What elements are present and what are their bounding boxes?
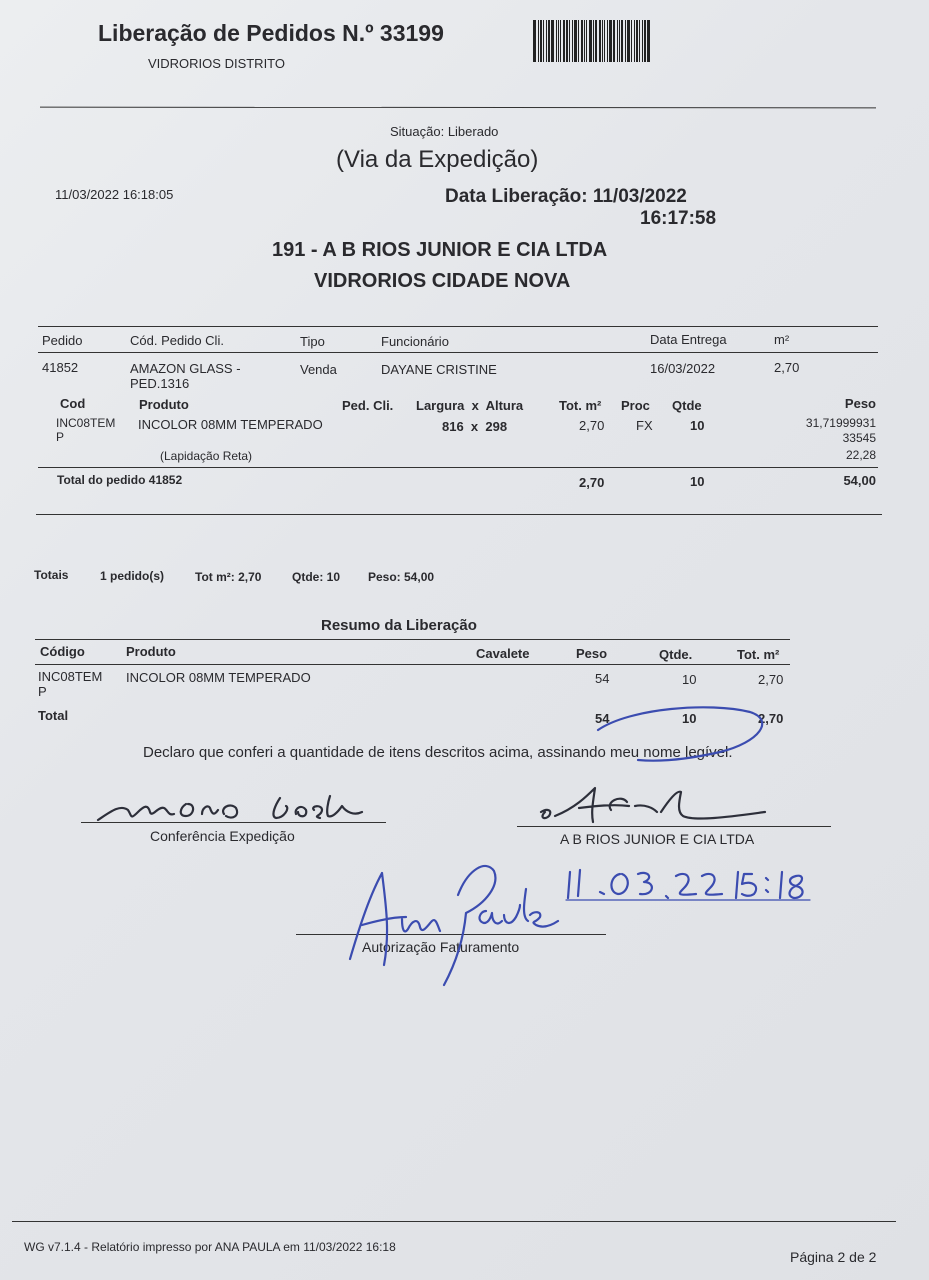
barcode-bar — [625, 20, 626, 62]
item-code-cont: P — [56, 430, 65, 444]
via-label: (Via da Expedição) — [336, 146, 539, 173]
item-weight-cont: 33545 — [842, 431, 876, 445]
barcode-bar — [604, 20, 605, 62]
print-datetime: 11/03/2022 16:18:05 — [55, 187, 174, 202]
barcode-bar — [558, 20, 559, 62]
barcode-bar — [569, 20, 570, 62]
totals-label: Totais — [34, 568, 69, 582]
barcode-bar — [551, 20, 554, 62]
barcode-bar — [556, 20, 557, 62]
barcode-bar — [619, 20, 620, 62]
item-product: INCOLOR 08MM TEMPERADO — [138, 417, 323, 432]
conferencia-signature — [90, 790, 380, 830]
barcode-bar — [642, 20, 643, 62]
barcode-bar — [617, 20, 618, 62]
barcode-bar — [546, 20, 547, 62]
barcode-bar — [627, 20, 630, 62]
totals-m2: Tot m²: 2,70 — [195, 570, 262, 584]
col-pedido: Pedido — [42, 333, 83, 348]
barcode-bar — [602, 20, 603, 62]
summary-total-tot-m2: 2,70 — [758, 711, 784, 726]
item-processing-note: (Lapidação Reta) — [160, 449, 253, 463]
barcode-bar — [572, 20, 573, 62]
order-total-weight: 54,00 — [843, 473, 876, 488]
item-col-proc: Proc — [621, 398, 650, 413]
summary-col-peso: Peso — [576, 646, 608, 661]
client-store: VIDRORIOS CIDADE NOVA — [314, 270, 571, 292]
employee: DAYANE CRISTINE — [381, 362, 497, 377]
barcode-bar — [548, 20, 550, 62]
authorization-signature — [340, 855, 570, 995]
item-col-ped-cli: Ped. Cli. — [342, 398, 394, 413]
barcode — [533, 20, 681, 62]
item-weight: 31,71999931 — [805, 416, 876, 430]
client-order-code: AMAZON GLASS - — [130, 361, 241, 376]
summary-weight: 54 — [595, 671, 610, 686]
barcode-bar — [621, 20, 623, 62]
item-qtde: 10 — [690, 418, 705, 433]
client-signature — [535, 782, 815, 832]
barcode-bar — [560, 20, 561, 62]
summary-col-tot-m2: Tot. m² — [737, 647, 780, 662]
order-header-underline — [38, 352, 878, 353]
item-col-dimensions: Largura x Altura — [416, 398, 524, 413]
item-dimensions: 816 x 298 — [442, 419, 508, 434]
handwritten-date — [560, 862, 820, 908]
barcode-bar — [631, 20, 632, 62]
barcode-bar — [581, 20, 583, 62]
summary-header-underline — [35, 664, 790, 665]
summary-product: INCOLOR 08MM TEMPERADO — [126, 670, 311, 685]
summary-title: Resumo da Liberação — [321, 617, 477, 634]
order-total-label: Total do pedido 41852 — [57, 473, 183, 487]
delivery-date: 16/03/2022 — [650, 361, 716, 376]
item-col-tot-m2: Tot. m² — [559, 398, 602, 413]
item-col-produto: Produto — [139, 397, 189, 412]
item-col-qtde: Qtde — [672, 398, 702, 413]
summary-code: INC08TEM — [38, 669, 103, 684]
summary-total-weight: 54 — [595, 711, 610, 726]
summary-total-qtde: 10 — [682, 711, 697, 726]
item-proc: FX — [636, 418, 653, 433]
barcode-bar — [589, 20, 592, 62]
barcode-bar — [595, 20, 597, 62]
item-col-cod: Cod — [60, 396, 86, 411]
barcode-bar — [540, 20, 542, 62]
client-signature-label: A B RIOS JUNIOR E CIA LTDA — [560, 831, 755, 847]
order-total-qtde: 10 — [690, 474, 705, 489]
barcode-bar — [599, 20, 601, 62]
totals-qtde: Qtde: 10 — [292, 570, 341, 584]
col-tipo: Tipo — [300, 334, 325, 349]
col-data-entrega: Data Entrega — [650, 332, 727, 347]
client-name: 191 - A B RIOS JUNIOR E CIA LTDA — [272, 239, 608, 261]
barcode-bar — [636, 20, 638, 62]
footer-printed-by: WG v7.1.4 - Relatório impresso por ANA PAULA em 11/03/2022 16:18 — [24, 1240, 396, 1254]
barcode-bar — [578, 20, 579, 62]
barcode-bar — [533, 20, 536, 62]
barcode-bar — [563, 20, 565, 62]
summary-code-cont: P — [38, 684, 47, 699]
totals-orders: 1 pedido(s) — [100, 569, 165, 583]
col-cod-pedido-cli: Cód. Pedido Cli. — [130, 333, 224, 348]
col-funcionario: Funcionário — [381, 334, 449, 349]
col-m2: m² — [774, 332, 790, 347]
order-table-bottom-border — [36, 514, 882, 515]
situation-label: Situação: Liberado — [390, 124, 499, 139]
barcode-bar — [634, 20, 635, 62]
summary-col-cavalete: Cavalete — [476, 646, 530, 661]
qtde-check-mark — [590, 700, 780, 770]
header-divider — [40, 107, 876, 109]
summary-top-border — [35, 639, 790, 640]
totals-weight: Peso: 54,00 — [368, 570, 435, 584]
barcode-bar — [543, 20, 544, 62]
barcode-bar — [566, 20, 568, 62]
barcode-bar — [639, 20, 640, 62]
summary-col-qtde: Qtde. — [659, 647, 693, 662]
footer-divider — [12, 1221, 896, 1222]
barcode-bar — [609, 20, 612, 62]
barcode-bar — [647, 20, 650, 62]
barcode-bar — [613, 20, 615, 62]
order-number: 41852 — [42, 360, 79, 375]
footer-page-number: Página 2 de 2 — [790, 1249, 877, 1265]
summary-qtde: 10 — [682, 672, 697, 687]
item-code: INC08TEM — [56, 416, 116, 430]
barcode-bar — [586, 20, 587, 62]
order-total-top-border — [38, 467, 878, 468]
barcode-bar — [538, 20, 539, 62]
item-weight-total: 22,28 — [845, 448, 876, 462]
client-order-code-cont: PED.1316 — [130, 376, 190, 391]
release-date: Data Liberação: 11/03/2022 — [445, 186, 687, 207]
barcode-bar — [607, 20, 608, 62]
summary-col-produto: Produto — [126, 644, 176, 659]
summary-tot-m2: 2,70 — [758, 672, 784, 687]
declaration-text: Declaro que conferi a quantidade de itens descritos acima, assinando meu nome legível. — [143, 744, 733, 761]
company-name: VIDRORIOS DISTRITO — [148, 56, 285, 71]
barcode-bar — [584, 20, 585, 62]
document-title: Liberação de Pedidos N.º 33199 — [98, 20, 444, 46]
item-col-peso: Peso — [844, 396, 876, 411]
barcode-bar — [644, 20, 646, 62]
item-tot-m2: 2,70 — [579, 418, 605, 433]
release-time: 16:17:58 — [640, 208, 717, 229]
order-type: Venda — [300, 362, 337, 377]
autorizacao-label: Autorização Faturamento — [362, 939, 520, 955]
barcode-bar — [574, 20, 577, 62]
order-table-top-border — [38, 326, 878, 327]
order-m2: 2,70 — [774, 360, 800, 375]
conferencia-label: Conferência Expedição — [150, 828, 295, 844]
barcode-bar — [593, 20, 594, 62]
summary-col-codigo: Código — [40, 644, 85, 659]
summary-total-label: Total — [38, 708, 69, 723]
order-total-m2: 2,70 — [579, 475, 605, 490]
